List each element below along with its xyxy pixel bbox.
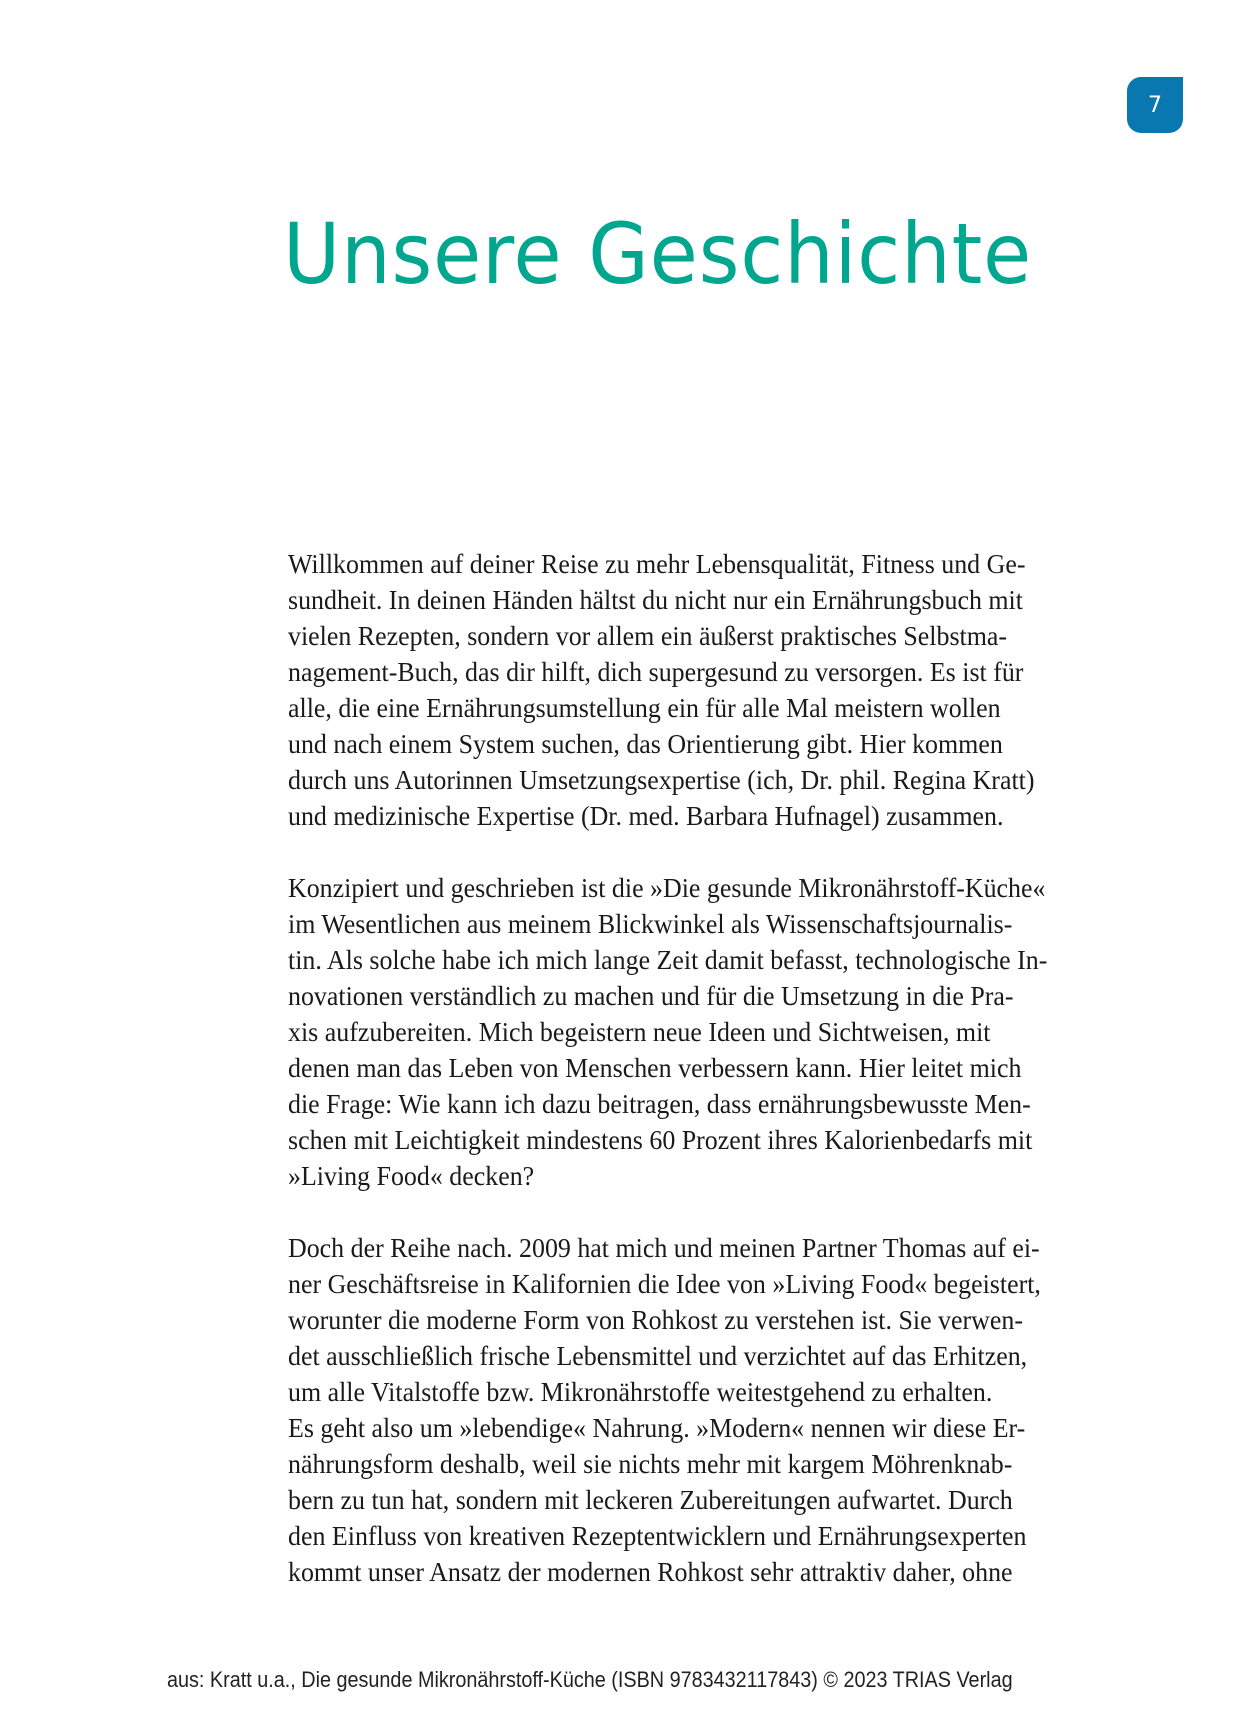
text-line: bern zu tun hat, sondern mit leckeren Zubereitungen aufwartet. Durch (288, 1485, 1013, 1515)
text-line: nagement-Buch, das dir hilft, dich supergesund zu versorgen. Es ist für (288, 657, 1024, 687)
text-line: durch uns Autorinnen Umsetzungsexpertise (ich, Dr. phil. Regina Kratt) (288, 765, 1035, 795)
text-line: vielen Rezepten, sondern vor allem ein äußerst praktisches Selbstma- (288, 621, 1008, 651)
text-line: kommt unser Ansatz der modernen Rohkost sehr attraktiv daher, ohne (288, 1557, 1013, 1587)
text-line: tin. Als solche habe ich mich lange Zeit damit befasst, technologische In- (288, 945, 1048, 975)
text-line: und nach einem System suchen, das Orientierung gibt. Hier kommen (288, 729, 1003, 759)
text-line: die Frage: Wie kann ich dazu beitragen, dass ernährungsbewusste Men- (288, 1089, 1031, 1119)
text-line: und medizinische Expertise (Dr. med. Barbara Hufnagel) zusammen. (288, 801, 1004, 831)
text-line: ner Geschäftsreise in Kalifornien die Idee von »Living Food« begeistert, (288, 1269, 1041, 1299)
page-number-badge (1127, 77, 1183, 133)
body-text (288, 546, 1148, 1626)
text-line: denen man das Leben von Menschen verbessern kann. Hier leitet mich (288, 1053, 1022, 1083)
text-line: det ausschließlich frische Lebensmittel und verzichtet auf das Erhitzen, (288, 1341, 1028, 1371)
text-line: »Living Food« decken? (288, 1161, 535, 1191)
text-line: alle, die eine Ernährungsumstellung ein für alle Mal meistern wollen (288, 693, 1001, 723)
text-line: xis aufzubereiten. Mich begeistern neue Ideen und Sichtweisen, mit (288, 1017, 991, 1047)
paragraph-1 (288, 546, 1148, 834)
text-line: sundheit. In deinen Händen hältst du nicht nur ein Ernährungsbuch mit (288, 585, 1023, 615)
text-line: um alle Vitalstoffe bzw. Mikronährstoffe weitestgehend zu erhalten. (288, 1377, 993, 1407)
text-line: nährungsform deshalb, weil sie nichts mehr mit kargem Möhrenknab- (288, 1449, 1013, 1479)
text-line: den Einfluss von kreativen Rezeptentwicklern und Ernährungsexperten (288, 1521, 1027, 1551)
text-line: schen mit Leichtigkeit mindestens 60 Prozent ihres Kalorienbedarfs mit (288, 1125, 1033, 1155)
copyright-footer: aus: Kratt u.a., Die gesunde Mikronährstoff-Küche (ISBN 9783432117843) © 2023 TRIAS Verlag (167, 1667, 1013, 1692)
text-line: Willkommen auf deiner Reise zu mehr Lebensqualität, Fitness und Ge- (288, 549, 1026, 579)
text-line: im Wesentlichen aus meinem Blickwinkel als Wissenschaftsjournalis- (288, 909, 1013, 939)
page-title: Unsere Geschichte (283, 205, 1033, 303)
text-line: Es geht also um »lebendige« Nahrung. »Modern« nennen wir diese Er- (288, 1413, 1026, 1443)
text-line: Doch der Reihe nach. 2009 hat mich und meinen Partner Thomas auf ei- (288, 1233, 1040, 1263)
paragraph-3 (288, 1230, 1148, 1590)
paragraph-2 (288, 870, 1148, 1194)
page-number: 7 (1148, 92, 1162, 118)
text-line: novationen verständlich zu machen und für die Umsetzung in die Pra- (288, 981, 1014, 1011)
text-line: worunter die moderne Form von Rohkost zu verstehen ist. Sie verwen- (288, 1305, 1023, 1335)
text-line: Konzipiert und geschrieben ist die »Die gesunde Mikronährstoff-Küche« (288, 873, 1046, 903)
